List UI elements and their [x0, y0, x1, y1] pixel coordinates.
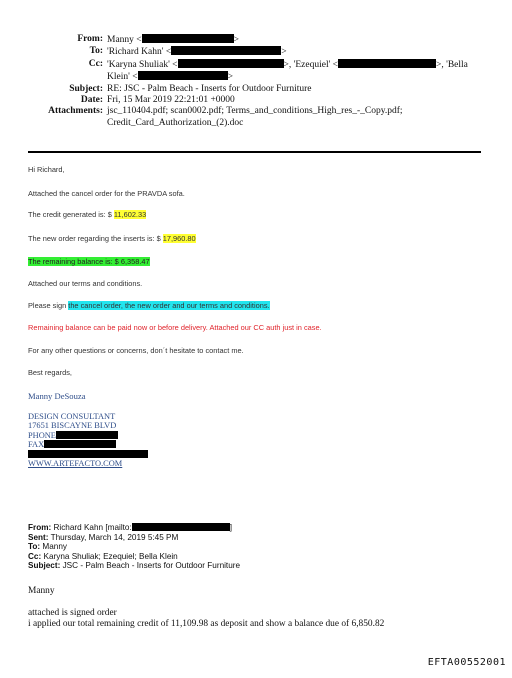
quoted-cc-label: Cc:	[28, 551, 42, 561]
from-label: From:	[77, 34, 103, 44]
attachments-row	[28, 106, 488, 129]
quoted-from-tail: ]	[229, 523, 233, 532]
quoted-subject-row	[28, 561, 483, 571]
quoted-to-value: Manny	[40, 542, 67, 552]
cc-mid2: >, 'Bella	[436, 59, 468, 70]
redaction-bar	[178, 59, 284, 68]
quoted-sent-label: Sent:	[28, 532, 49, 542]
new-order-prefix: The new order regarding the inserts is: $	[28, 234, 163, 243]
cancel-line: Attached the cancel order for the PRAVDA sofa.	[28, 189, 185, 198]
quoted-sent-row	[28, 533, 483, 543]
sign-highlight: the cancel order, the new order and our terms and conditions.	[68, 301, 270, 310]
subject-label: Subject:	[69, 83, 103, 94]
questions-line: For any other questions or concerns, don´t hesitate to contact me.	[28, 346, 244, 355]
signature-name: Manny DeSouza	[28, 391, 86, 401]
quoted-header	[28, 523, 483, 571]
sign-line	[28, 301, 270, 310]
attachment-link[interactable]: Credit_Card_Authorization_(2).doc	[107, 117, 244, 128]
cc-mid1: >, 'Ezequiel' <	[283, 59, 339, 70]
quoted-cc-row	[28, 552, 483, 562]
attachments-label: Attachments:	[48, 106, 103, 117]
redaction-bar	[142, 34, 234, 43]
signature-title: DESIGN CONSULTANT	[28, 412, 116, 421]
regards: Best regards,	[28, 368, 72, 377]
quoted-from-label: From:	[28, 523, 52, 532]
signature-fax	[28, 440, 148, 449]
to-value: 'Richard Kahn' <	[107, 47, 172, 58]
quoted-line-2: i applied our total remaining credit of 11,109.98 as deposit and show a balance due of 6,850.82	[28, 619, 385, 629]
terms-line: Attached our terms and conditions.	[28, 279, 143, 288]
quoted-body	[28, 586, 488, 630]
credit-prefix: The credit generated is: $	[28, 210, 114, 219]
quoted-subject-value: JSC - Palm Beach - Inserts for Outdoor Furniture	[60, 561, 241, 571]
remaining-balance: The remaining balance is: $ 6,358.47	[28, 257, 150, 266]
redaction-bar	[171, 46, 281, 55]
date-value: Fri, 15 Mar 2019 22:21:01 +0000	[107, 95, 235, 106]
attachment-link[interactable]: jsc_110404.pdf; scan0002.pdf; Terms_and_conditions_High_res_-_Copy.pdf;	[107, 106, 403, 117]
cc-label: Cc:	[88, 58, 103, 69]
from-row	[28, 34, 488, 46]
cc-row	[28, 59, 488, 71]
credit-line	[28, 210, 146, 219]
from-tail: >	[233, 35, 240, 45]
header-divider	[28, 151, 481, 153]
to-tail: >	[281, 47, 287, 58]
email-header	[28, 34, 488, 129]
quoted-from-row	[28, 523, 483, 533]
sign-prefix: Please sign	[28, 301, 69, 310]
cc-row-2	[28, 71, 488, 83]
greeting: Hi Richard,	[28, 165, 65, 174]
website-link[interactable]: WWW.ARTEFACTO.COM	[28, 459, 123, 469]
subject-value: RE: JSC - Palm Beach - Inserts for Outdoor Furniture	[107, 83, 312, 94]
redaction-bar	[132, 523, 233, 532]
redaction-bar	[138, 71, 228, 80]
remaining-balance-line	[28, 257, 150, 266]
quoted-cc-value: Karyna Shuliak; Ezequiel; Bella Klein	[41, 551, 178, 561]
signature-phone	[28, 431, 148, 440]
quoted-sent-value: Thursday, March 14, 2019 5:45 PM	[48, 532, 179, 542]
cc-tail: >	[227, 72, 233, 83]
payment-note: Remaining balance can be paid now or before delivery. Attached our CC auth just in case.	[28, 323, 322, 332]
signature-block	[28, 412, 148, 468]
quoted-to-row	[28, 542, 483, 552]
quoted-from-value: Richard Kahn [mailto:	[51, 523, 132, 532]
new-order-line	[28, 234, 196, 243]
date-label: Date:	[80, 95, 103, 106]
quoted-salutation: Manny	[28, 586, 55, 596]
date-row	[28, 95, 488, 106]
quoted-subject-label: Subject:	[28, 561, 61, 571]
to-label: To:	[89, 46, 103, 57]
redaction-bar	[338, 59, 436, 68]
quoted-line-1: attached is signed order	[28, 608, 117, 618]
to-row	[28, 46, 488, 58]
cc-line2: Klein' <	[107, 72, 138, 83]
redaction-bar	[28, 450, 148, 458]
new-order-amount: 17,960.80	[162, 234, 196, 243]
signature-address: 17651 BISCAYNE BLVD	[28, 421, 117, 431]
redaction-bar	[56, 431, 118, 439]
redaction-bar	[44, 440, 116, 448]
credit-amount: 11,602.33	[113, 210, 147, 219]
from-value: Manny <	[107, 35, 142, 45]
quoted-to-label: To:	[28, 542, 41, 552]
cc-value: 'Karyna Shuliak' <	[107, 59, 178, 70]
document-id: EFTA00552001	[427, 657, 506, 668]
phone-label: PHONE	[28, 430, 56, 440]
fax-label: FAX	[28, 440, 45, 450]
subject-row	[28, 84, 488, 95]
